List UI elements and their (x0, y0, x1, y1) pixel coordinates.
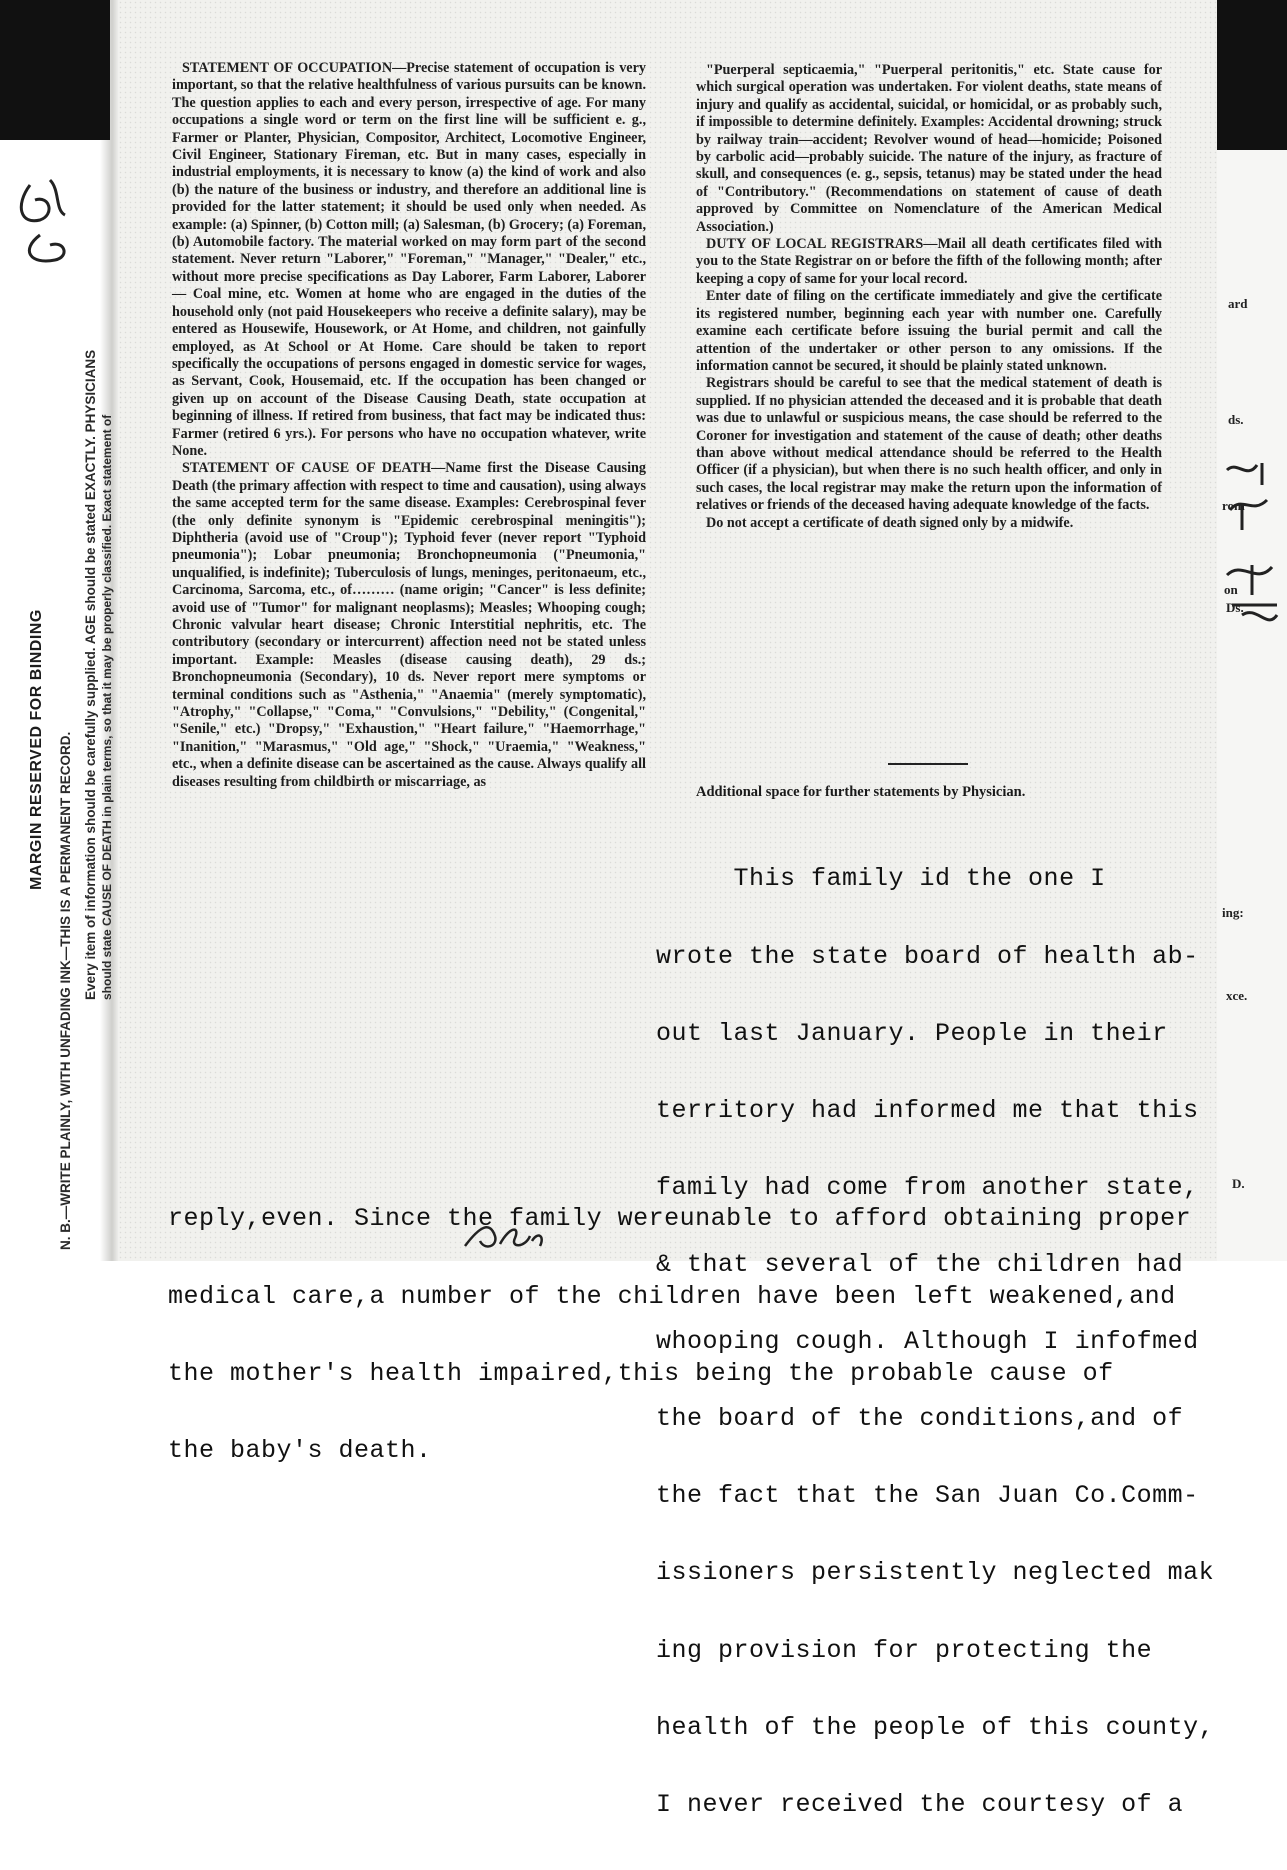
margin-instruction-2a: Every item of information should be carefully supplied. AGE should be stated EXACTLY. PHYSICIANS (83, 349, 98, 1000)
typed-line: the board of the conditions,and of (656, 1404, 1184, 1434)
right-margin-fragment: on (1224, 582, 1238, 597)
typed-line: out last January. People in their (656, 1018, 1168, 1048)
typed-line: I never received the courtesy of a (656, 1789, 1184, 1819)
handwritten-initials (460, 1216, 550, 1256)
instructions-left-column (172, 60, 646, 791)
registrar-filing: Enter date of filing on the certificate immediately and give the certificate its registered number, beginning each year with number one. Carefully examine each certificate before issuing the burial permit and call the attention of the undertaker or other person to any omissions. If the information cannot be secured, it should be plainly stated unknown. (696, 288, 1162, 374)
typed-line: wrote the state board of health ab- (656, 941, 1199, 971)
right-margin-fragment: xce. (1226, 988, 1248, 1003)
right-margin-fragment: D. (1232, 1176, 1245, 1191)
additional-space-label: Additional space for further statements by Physician. (696, 784, 1026, 800)
typed-line: the mother's health impaired,this being the probable cause of (168, 1358, 1114, 1388)
typed-line: & that several of the children had (656, 1249, 1184, 1279)
margin-instruction-1: N. B.—WRITE PLAINLY, WITH UNFADING INK—THIS IS A PERMANENT RECORD. (58, 731, 73, 1250)
scan-dark-corner-right (1217, 0, 1287, 150)
right-margin-fragment: ing: (1222, 905, 1244, 920)
right-margin-fragment: Ds. (1226, 600, 1244, 615)
typed-statement-continuation (168, 1155, 1191, 1515)
section-divider (888, 763, 968, 765)
margin-instruction-2b: should state CAUSE OF DEATH in plain terms, so that it may be properly classified. Exact statement of (100, 414, 114, 1000)
handwritten-margin-entries (1222, 455, 1287, 645)
typed-line: This family id the one I (656, 864, 1106, 894)
instructions-right-column (696, 62, 1162, 532)
midwife-note: Do not accept a certificate of death signed only by a midwife. (706, 514, 1074, 531)
margin-binding-label: MARGIN RESERVED FOR BINDING (28, 609, 45, 890)
cause-continuation: "Puerperal septicaemia," "Puerperal peritonitis," etc. State cause for which surgical operation was undertaken. For violent deaths, state means of injury and qualify as accidental, suicidal, or homicidal, or as probably such, if impossible to determine definitely. Examples: Accidental drowning; struck by railway train—accident; Revolver wound of head—homicide; Poisoned by carbolic acid—probably suicide. The nature of the injury, as fracture of skull, and consequences (e. g., sepsis, tetanus) may be stated under the head of "Contributory." (Recommendations on statement of cause of death approved by Committee on Nomenclature of the American Medical Association.) (696, 62, 1162, 235)
typed-line: whooping cough. Although I infofmed (656, 1327, 1199, 1357)
typed-line: family had come from another state, (656, 1172, 1199, 1202)
typed-line: medical care,a number of the children have been left weakened,and (168, 1281, 1176, 1311)
registrar-medical: Registrars should be careful to see that the medical statement of death is supplied. If no physician attended the deceased and it is probable that death was due to unlawful or suspicious means, the case should be referred to the Coroner for investigation and statement of the cause of death; other deaths than above without medical attendance should be referred to the Health Officer (if a physician), but when there is no such health officer, and only in such cases, the local registrar may make the return upon the information of relatives or friends of the deceased having adequate knowledge of the facts. (696, 375, 1162, 514)
typed-line: reply,even. Since the family wereunable to afford obtaining proper (168, 1204, 1192, 1234)
registrar-duty: DUTY OF LOCAL REGISTRARS—Mail all death certificates filed with you to the State Registrar on or before the fifth of the following month; after keeping a copy of same for your local record. (696, 236, 1162, 287)
scan-dark-corner (0, 0, 110, 140)
typed-line: the fact that the San Juan Co.Comm- (656, 1481, 1199, 1511)
right-margin-fragment: ard (1228, 296, 1248, 311)
typed-line: territory had informed me that this (656, 1095, 1199, 1125)
right-margin-fragment: rom (1222, 498, 1245, 513)
typed-line: ing provision for protecting the (656, 1635, 1153, 1665)
right-margin-fragment: ds. (1228, 412, 1244, 427)
typed-line: health of the people of this county, (656, 1712, 1215, 1742)
cause-of-death-instructions: STATEMENT OF CAUSE OF DEATH—Name first the Disease Causing Death (the primary affection with respect to time and causation), using always the same accepted term for the same disease. Examples: Cerebrospinal fever (the only definite synonym is "Epidemic cerebrospinal meningitis"); Diphtheria (avoid use of "Croup"); Typhoid fever (never report "Typhoid pneumonia"); Lobar pneumonia; Bronchopneumonia ("Pneumonia," unqualified, is indefinite); Tuberculosis of lungs, meninges, peritonaeum, etc., Carcinoma, Sarcoma, etc., of……… (name origin; "Cancer" is less definite; avoid use of "Tumor" for malignant neoplasms); Measles; Whooping cough; Chronic valvular heart disease; Chronic Interstitial nephritis, etc. The contributory (secondary or intercurrent) affection need not be stated unless important. Example: Measles (disease causing death), 29 ds.; Bronchopneumonia (Secondary), 10 ds. Never report mere symptoms or terminal conditions such as "Asthenia," "Anaemia" (merely symptomatic), "Atrophy," "Collapse," "Coma," "Convulsions," "Debility," (Congenital," "Senile," etc.) "Dropsy," "Exhaustion," "Heart failure," "Haemorrhage," "Inanition," "Marasmus," "Old age," "Shock," "Uraemia," "Weakness," etc., when a definite disease can be ascertained as the cause. Always qualify all diseases resulting from childbirth or miscarriage, as (172, 460, 646, 790)
typed-line: the baby's death. (168, 1435, 432, 1465)
typed-line: issioners persistently neglected mak (656, 1558, 1215, 1588)
handwritten-mark (10, 165, 90, 275)
occupation-instructions: STATEMENT OF OCCUPATION—Precise statement of occupation is very important, so that the relative healthfulness of various pursuits can be known. The question applies to each and every person, irrespective of age. For many occupations a single word or term on the first line will be sufficient e. g., Farmer or Planter, Physician, Compositor, Architect, Locomotive Engineer, Civil Engineer, Stationary Fireman, etc. But in many cases, especially in industrial employments, it is necessary to know (a) the kind of work and also (b) the nature of the business or industry, and therefore an additional line is provided for the latter statement; it should be used only when needed. As example: (a) Spinner, (b) Cotton mill; (a) Salesman, (b) Grocery; (a) Foreman, (b) Automobile factory. The material worked on may form part of the second statement. Never return "Laborer," "Foreman," "Manager," "Dealer," etc., without more precise specifications as Day Laborer, Farm Laborer, Laborer — Coal mine, etc. Women at home who are engaged in the duties of the household only (not paid Housekeepers who receive a definite salary), may be entered as Housewife, Housework, or At Home, and children, not gainfully employed, as At School or At Home. Care should be taken to report specifically the occupations of persons engaged in domestic service for wages, as Servant, Cook, Housemaid, etc. If the occupation has been changed or given up on account of the Disease Causing Death, state occupation at beginning of illness. If retired from business, that fact may be indicated thus: Farmer (retired 6 yrs.). For persons who have no occupation whatever, write None. (172, 60, 646, 459)
